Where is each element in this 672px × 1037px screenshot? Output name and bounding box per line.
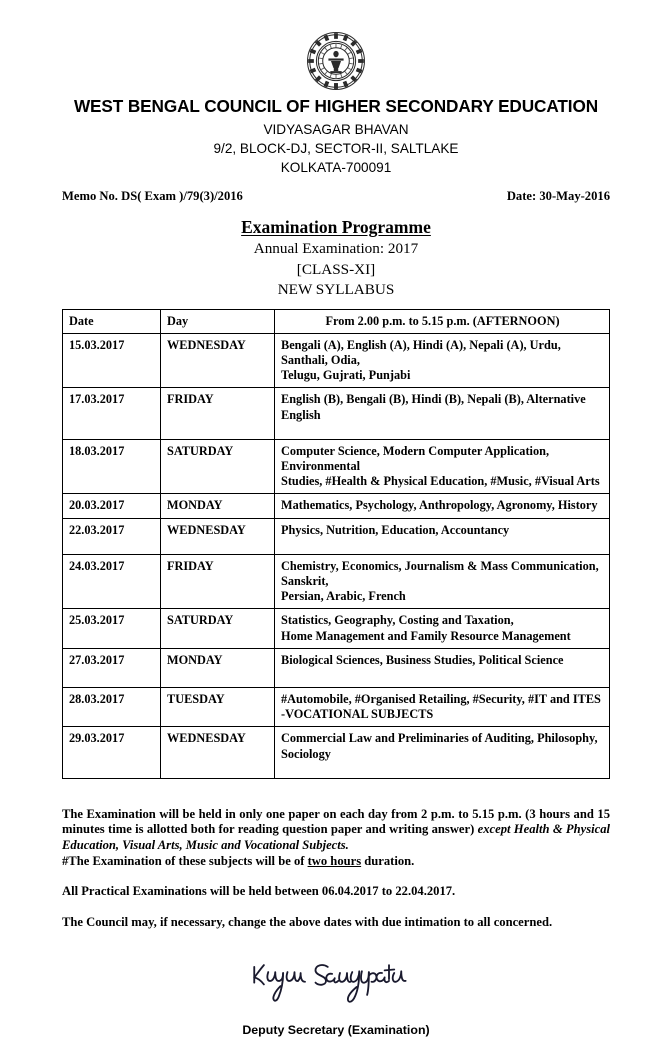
table-row (63, 727, 610, 778)
cell-subjects (275, 439, 610, 494)
title-subline-1: Annual Examination: 2017 (253, 240, 419, 257)
cell-date: 22.03.2017 (63, 518, 161, 554)
memo-date: Date: 30-May-2016 (506, 189, 610, 203)
table-row (63, 554, 610, 609)
note-timing-exception: except Health & Physical Education, Visual Arts, Music and Vocational Subjects. (62, 822, 611, 852)
column-header-day: Day (161, 309, 275, 333)
subjects-line-2: Studies, #Health & Physical Education, #Music, #Visual Arts (281, 474, 600, 489)
table-row (63, 333, 610, 388)
cell-day: WEDNESDAY (161, 333, 275, 388)
cell-date: 15.03.2017 (63, 333, 161, 388)
organization-address (62, 120, 610, 177)
table-row (63, 518, 610, 554)
address-line-2: 9/2, BLOCK-DJ, SECTOR-II, SALTLAKE (213, 141, 459, 156)
subjects-line-1: English (B), Bengali (B), Hindi (B), Nepali (B), Alternative English (281, 392, 586, 422)
subjects-line-1: Commercial Law and Preliminaries of Auditing, Philosophy, Sociology (281, 731, 598, 761)
cell-day: WEDNESDAY (161, 727, 275, 778)
table-row (63, 687, 610, 726)
subjects-line-1: Mathematics, Psychology, Anthropology, Agronomy, History (281, 498, 598, 513)
table-row (63, 388, 610, 439)
table-row (63, 609, 610, 648)
subjects-line-1: #Automobile, #Organised Retailing, #Security, #IT and ITES (281, 691, 601, 706)
table-row (63, 439, 610, 494)
note-practical-exams: All Practical Examinations will be held between 06.04.2017 to 22.04.2017. (62, 884, 456, 899)
subjects-line-1: Bengali (A), English (A), Hindi (A), Nepali (A), Urdu, Santhali, Odia, (281, 337, 561, 367)
cell-day: FRIDAY (161, 388, 275, 439)
cell-date: 28.03.2017 (63, 687, 161, 726)
note-timing-text: The Examination will be held in only one paper on each day from 2 p.m. to 5.15 p.m. (3 hours and 15 minutes time is allotted both for reading question paper and writing answer) (62, 806, 610, 837)
cell-subjects (275, 648, 610, 687)
cell-day: SATURDAY (161, 609, 275, 648)
cell-date: 25.03.2017 (63, 609, 161, 648)
cell-date: 29.03.2017 (63, 727, 161, 778)
wbchse-emblem-icon (304, 30, 368, 92)
cell-day: WEDNESDAY (161, 518, 275, 554)
subjects-line-2: Home Management and Family Resource Management (281, 628, 571, 643)
subjects-line-1: Physics, Nutrition, Education, Accountancy (281, 522, 510, 537)
cell-subjects (275, 727, 610, 778)
address-line-3: KOLKATA-700091 (280, 160, 392, 175)
note-two-hours-suffix: duration. (361, 853, 415, 868)
handwritten-signature-icon (249, 956, 424, 1011)
subjects-line-2: Telugu, Gujrati, Punjabi (281, 368, 411, 383)
note-date-change: The Council may, if necessary, change the above dates with due intimation to all concerned. (62, 914, 553, 929)
exam-schedule-table (62, 309, 610, 779)
page-title: Examination Programme (241, 217, 431, 237)
cell-subjects (275, 687, 610, 726)
subjects-line-2: -VOCATIONAL SUBJECTS (281, 707, 434, 722)
subjects-line-1: Biological Sciences, Business Studies, Political Science (281, 652, 564, 667)
cell-date: 18.03.2017 (63, 439, 161, 494)
cell-date: 24.03.2017 (63, 554, 161, 609)
signature-area (62, 956, 610, 1037)
memo-row (62, 189, 610, 204)
cell-subjects (275, 494, 610, 518)
subjects-line-1: Statistics, Geography, Costing and Taxation, (281, 613, 514, 628)
column-header-date: Date (63, 309, 161, 333)
cell-subjects (275, 609, 610, 648)
signatory-designation: Deputy Secretary (Examination) (242, 1023, 430, 1037)
title-subline-2: [CLASS-XI] (296, 260, 376, 278)
note-two-hours-emphasis: two hours (307, 853, 362, 868)
cell-date: 27.03.2017 (63, 648, 161, 687)
note-two-hours (62, 854, 610, 870)
table-header-row (63, 309, 610, 333)
cell-date: 20.03.2017 (63, 494, 161, 518)
cell-day: TUESDAY (161, 687, 275, 726)
title-subline-3: NEW SYLLABUS (277, 281, 395, 298)
subjects-line-2: Persian, Arabic, French (281, 589, 406, 604)
letterhead-logo-container (62, 0, 610, 92)
organization-name: WEST BENGAL COUNCIL OF HIGHER SECONDARY EDUCATION (73, 96, 599, 116)
memo-number: Memo No. DS( Exam )/79(3)/2016 (62, 189, 243, 203)
cell-subjects (275, 554, 610, 609)
subjects-line-1: Computer Science, Modern Computer Application, Environmental (281, 443, 550, 473)
cell-day: FRIDAY (161, 554, 275, 609)
cell-subjects (275, 388, 610, 439)
table-row (63, 494, 610, 518)
subjects-line-1: Chemistry, Economics, Journalism & Mass Communication, Sanskrit, (281, 558, 599, 588)
table-body (63, 333, 610, 778)
column-header-subjects: From 2.00 p.m. to 5.15 p.m. (AFTERNOON) (275, 309, 610, 333)
cell-subjects (275, 518, 610, 554)
cell-day: MONDAY (161, 648, 275, 687)
cell-day: MONDAY (161, 494, 275, 518)
notes-section (62, 807, 610, 931)
note-exam-timing (62, 807, 610, 854)
note-two-hours-prefix: #The Examination of these subjects will be of (62, 853, 308, 868)
cell-day: SATURDAY (161, 439, 275, 494)
address-line-1: VIDYASAGAR BHAVAN (263, 122, 409, 137)
cell-subjects (275, 333, 610, 388)
table-row (63, 648, 610, 687)
cell-date: 17.03.2017 (63, 388, 161, 439)
